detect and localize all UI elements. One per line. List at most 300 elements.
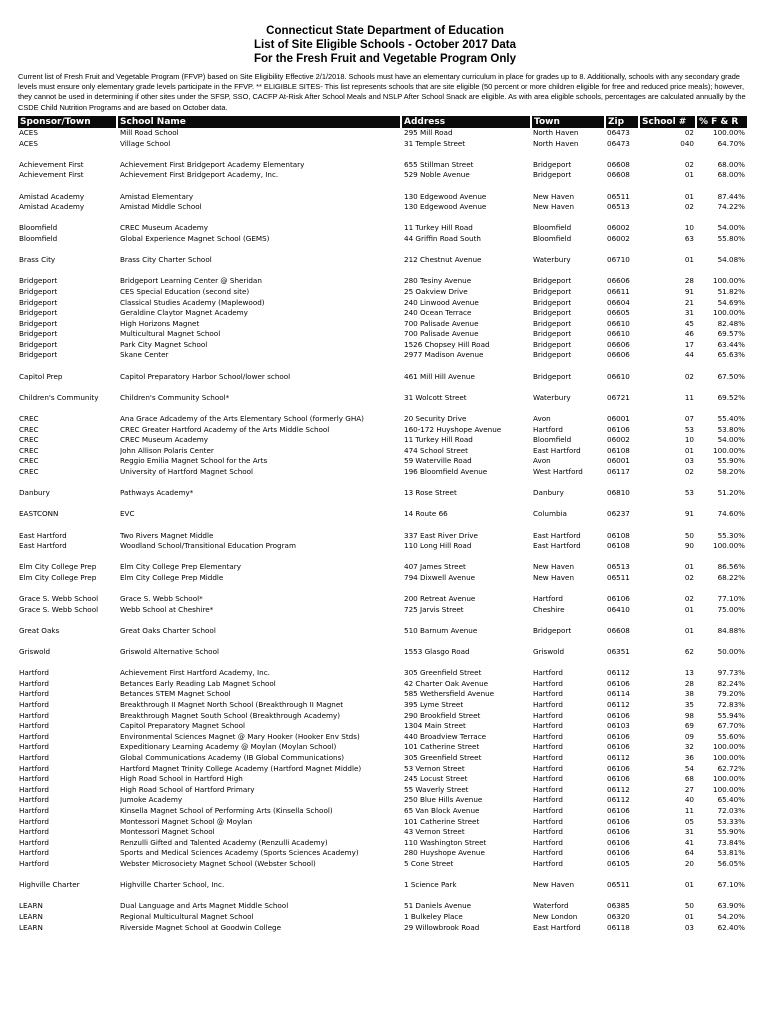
cell-percent: 50.00% — [717, 647, 745, 657]
cell-percent: 56.05% — [717, 858, 745, 868]
cell-school-name: Griswold Alternative School — [120, 647, 219, 657]
sponsor-group — [0, 393, 770, 404]
sponsor-group — [0, 488, 770, 499]
cell-school-name: Hartford Magnet Trinity College Academy (Hartford Magnet Middle) — [120, 763, 362, 773]
cell-address: 11 Turkey Hill Road — [404, 435, 473, 445]
table-row — [0, 827, 770, 838]
cell-sponsor: Bridgeport — [19, 339, 58, 349]
cell-school-name: Grace S. Webb School* — [120, 594, 203, 604]
cell-percent: 67.50% — [717, 371, 745, 381]
cell-zip: 06108 — [607, 541, 630, 551]
cell-school-number: 45 — [684, 318, 694, 328]
cell-zip: 06513 — [607, 562, 630, 572]
cell-school-name: EVC — [120, 509, 135, 519]
table-row — [0, 350, 770, 361]
cell-town: Danbury — [533, 488, 564, 498]
table-row — [0, 901, 770, 912]
table-row — [0, 223, 770, 234]
group-spacer — [0, 891, 770, 902]
cell-school-name: Global Experience Magnet School (GEMS) — [120, 233, 270, 243]
table-row — [0, 531, 770, 542]
group-spacer — [0, 584, 770, 595]
cell-percent: 100.00% — [713, 753, 745, 763]
cell-percent: 73.84% — [717, 837, 745, 847]
cell-school-name: Village School — [120, 138, 171, 148]
cell-sponsor: CREC — [19, 424, 39, 434]
cell-sponsor: Hartford — [19, 763, 49, 773]
sponsor-group — [0, 594, 770, 615]
cell-zip: 06108 — [607, 530, 630, 540]
cell-school-number: 53 — [684, 488, 694, 498]
cell-sponsor: Achievement First — [19, 159, 84, 169]
cell-sponsor: Bridgeport — [19, 297, 58, 307]
cell-zip: 06610 — [607, 318, 630, 328]
cell-sponsor: Bridgeport — [19, 350, 58, 360]
cell-school-number: 01 — [684, 625, 694, 635]
cell-town: Columbia — [533, 509, 567, 519]
cell-address: 20 Security Drive — [404, 414, 467, 424]
cell-town: Bridgeport — [533, 339, 572, 349]
group-spacer — [0, 658, 770, 669]
cell-school-number: 10 — [684, 223, 694, 233]
cell-school-name: Two Rivers Magnet Middle — [120, 530, 214, 540]
table-row — [0, 170, 770, 181]
cell-zip: 06114 — [607, 689, 630, 699]
cell-school-name: Amistad Elementary — [120, 191, 194, 201]
cell-percent: 82.48% — [717, 318, 745, 328]
cell-percent: 58.20% — [717, 467, 745, 476]
cell-school-number: 20 — [684, 858, 694, 868]
cell-zip: 06112 — [607, 784, 630, 794]
table-row — [0, 139, 770, 150]
cell-town: Bloomfield — [533, 233, 572, 243]
header-school-number: School # — [640, 116, 695, 128]
cell-town: Hartford — [533, 742, 563, 752]
cell-address: 2977 Madison Avenue — [404, 350, 484, 360]
cell-percent: 69.57% — [717, 329, 745, 339]
cell-school-number: 36 — [684, 753, 694, 763]
cell-percent: 82.24% — [717, 678, 745, 688]
cell-town: Avon — [533, 456, 551, 466]
cell-school-name: Renzulli Gifted and Talented Academy (Renzulli Academy) — [120, 837, 328, 847]
cell-school-number: 50 — [684, 530, 694, 540]
cell-address: 212 Chestnut Avenue — [404, 255, 482, 265]
cell-town: New Haven — [533, 562, 575, 572]
cell-sponsor: Elm City College Prep — [19, 572, 97, 582]
cell-zip: 06721 — [607, 392, 630, 402]
cell-sponsor: Hartford — [19, 668, 49, 678]
sponsor-group — [0, 128, 770, 149]
cell-school-name: Achievement First Bridgeport Academy Elementary — [120, 159, 305, 169]
cell-sponsor: Griswold — [19, 647, 51, 657]
group-spacer — [0, 552, 770, 563]
table-row — [0, 456, 770, 467]
cell-school-number: 44 — [684, 350, 694, 360]
group-spacer — [0, 403, 770, 414]
cell-school-number: 64 — [684, 848, 694, 858]
cell-sponsor: Hartford — [19, 827, 49, 837]
sponsor-group — [0, 223, 770, 244]
cell-sponsor: Hartford — [19, 742, 49, 752]
cell-school-number: 17 — [684, 339, 694, 349]
sponsor-group — [0, 531, 770, 552]
cell-zip: 06511 — [607, 191, 630, 201]
cell-town: Bridgeport — [533, 318, 572, 328]
cell-address: 31 Wolcott Street — [404, 392, 467, 402]
cell-percent: 51.82% — [717, 286, 745, 296]
cell-sponsor: CREC — [19, 435, 39, 445]
cell-school-name: Webster Microsociety Magnet School (Webster School) — [120, 858, 316, 868]
cell-address: 55 Waverly Street — [404, 784, 469, 794]
cell-zip: 06608 — [607, 159, 630, 169]
cell-school-name: CREC Museum Academy — [120, 223, 209, 233]
sponsor-group — [0, 562, 770, 583]
cell-zip: 06320 — [607, 911, 630, 921]
group-spacer — [0, 478, 770, 489]
cell-town: Hartford — [533, 784, 563, 794]
cell-zip: 06513 — [607, 202, 630, 212]
cell-percent: 55.80% — [717, 233, 745, 243]
cell-zip: 06810 — [607, 488, 630, 498]
cell-town: Waterford — [533, 901, 569, 911]
group-spacer — [0, 266, 770, 277]
table-row — [0, 626, 770, 637]
sponsor-group — [0, 626, 770, 637]
cell-percent: 100.00% — [713, 128, 745, 137]
cell-zip: 06112 — [607, 700, 630, 710]
cell-address: 510 Barnum Avenue — [404, 625, 478, 635]
cell-zip: 06473 — [607, 128, 630, 137]
cell-zip: 06605 — [607, 308, 630, 318]
cell-address: 461 Mill Hill Avenue — [404, 371, 475, 381]
cell-school-number: 02 — [684, 371, 694, 381]
cell-zip: 06610 — [607, 329, 630, 339]
cell-percent: 72.83% — [717, 700, 745, 710]
group-spacer — [0, 520, 770, 531]
cell-school-name: Elm City College Prep Elementary — [120, 562, 241, 572]
cell-town: Bridgeport — [533, 170, 572, 180]
table-row — [0, 467, 770, 478]
cell-sponsor: Hartford — [19, 710, 49, 720]
cell-school-number: 21 — [684, 297, 694, 307]
cell-zip: 06473 — [607, 138, 630, 148]
cell-school-name: High Road School of Hartford Primary — [120, 784, 255, 794]
cell-zip: 06608 — [607, 170, 630, 180]
cell-school-number: 27 — [684, 784, 694, 794]
cell-sponsor: Achievement First — [19, 170, 84, 180]
cell-sponsor: Hartford — [19, 837, 49, 847]
cell-school-name: Park City Magnet School — [120, 339, 208, 349]
table-row — [0, 446, 770, 457]
cell-school-name: Pathways Academy* — [120, 488, 194, 498]
cell-town: Bridgeport — [533, 286, 572, 296]
cell-school-name: Brass City Charter School — [120, 255, 212, 265]
cell-school-number: 01 — [684, 170, 694, 180]
cell-town: New Haven — [533, 880, 575, 890]
cell-address: 395 Lyme Street — [404, 700, 464, 710]
cell-school-name: Betances Early Reading Lab Magnet School — [120, 678, 276, 688]
cell-address: 110 Long Hill Road — [404, 541, 472, 551]
cell-percent: 97.73% — [717, 668, 745, 678]
header-school-name: School Name — [118, 116, 400, 128]
header-percent: % F & R — [697, 116, 747, 128]
table-row — [0, 689, 770, 700]
cell-zip: 06511 — [607, 572, 630, 582]
cell-school-name: John Allison Polaris Center — [120, 445, 214, 455]
cell-town: Hartford — [533, 731, 563, 741]
cell-address: 700 Palisade Avenue — [404, 329, 479, 339]
cell-school-number: 040 — [680, 138, 694, 148]
cell-school-number: 01 — [684, 191, 694, 201]
cell-sponsor: Hartford — [19, 774, 49, 784]
cell-address: 245 Locust Street — [404, 774, 468, 784]
cell-school-number: 02 — [684, 594, 694, 604]
cell-percent: 68.00% — [717, 170, 745, 180]
cell-zip: 06112 — [607, 753, 630, 763]
cell-zip: 06106 — [607, 837, 630, 847]
document-title — [0, 24, 770, 66]
cell-town: Bloomfield — [533, 435, 572, 445]
cell-percent: 68.22% — [717, 572, 745, 582]
table-row — [0, 795, 770, 806]
cell-percent: 54.20% — [717, 911, 745, 921]
cell-town: West Hartford — [533, 467, 583, 476]
table-row — [0, 276, 770, 287]
cell-sponsor: Grace S. Webb School — [19, 604, 99, 614]
cell-school-number: 09 — [684, 731, 694, 741]
cell-zip: 06606 — [607, 339, 630, 349]
cell-school-name: Montessori Magnet School — [120, 827, 215, 837]
cell-school-number: 11 — [684, 806, 694, 815]
cell-school-name: Great Oaks Charter School — [120, 625, 216, 635]
cell-school-number: 01 — [684, 911, 694, 921]
cell-town: North Haven — [533, 138, 579, 148]
sponsor-group — [0, 509, 770, 520]
cell-percent: 55.90% — [717, 827, 745, 837]
cell-school-name: Regional Multicultural Magnet School — [120, 911, 254, 921]
cell-town: Waterbury — [533, 392, 571, 402]
cell-percent: 100.00% — [713, 308, 745, 318]
group-spacer — [0, 213, 770, 224]
cell-zip: 06604 — [607, 297, 630, 307]
sponsor-group — [0, 255, 770, 266]
cell-town: Bridgeport — [533, 276, 572, 286]
cell-town: Waterbury — [533, 255, 571, 265]
table-row — [0, 414, 770, 425]
cell-school-number: 01 — [684, 562, 694, 572]
cell-percent: 77.10% — [717, 594, 745, 604]
cell-sponsor: Hartford — [19, 816, 49, 826]
cell-sponsor: Highville Charter — [19, 880, 80, 890]
cell-sponsor: Bridgeport — [19, 329, 58, 339]
cell-address: 29 Willowbrook Road — [404, 922, 480, 932]
cell-zip: 06108 — [607, 445, 630, 455]
cell-school-name: Achievement First Bridgeport Academy, Inc. — [120, 170, 279, 180]
schools-table-body — [0, 128, 770, 933]
cell-school-number: 02 — [684, 467, 694, 476]
cell-zip: 06410 — [607, 604, 630, 614]
cell-zip: 06002 — [607, 233, 630, 243]
cell-address: 65 Van Block Avenue — [404, 806, 480, 815]
cell-school-name: Mill Road School — [120, 128, 179, 137]
cell-school-name: CREC Museum Academy — [120, 435, 209, 445]
cell-address: 240 Ocean Terrace — [404, 308, 472, 318]
cell-address: 725 Jarvis Street — [404, 604, 464, 614]
cell-town: Hartford — [533, 795, 563, 805]
cell-sponsor: Bridgeport — [19, 318, 58, 328]
cell-school-number: 02 — [684, 572, 694, 582]
table-row — [0, 160, 770, 171]
group-spacer — [0, 499, 770, 510]
sponsor-group — [0, 276, 770, 361]
cell-sponsor: Hartford — [19, 848, 49, 858]
cell-town: Cheshire — [533, 604, 565, 614]
cell-address: 1 Science Park — [404, 880, 457, 890]
cell-percent: 53.33% — [717, 816, 745, 826]
header-sponsor: Sponsor/Town — [18, 116, 116, 128]
table-row — [0, 255, 770, 266]
cell-zip: 06112 — [607, 668, 630, 678]
cell-address: 5 Cone Street — [404, 858, 454, 868]
sponsor-group — [0, 192, 770, 213]
title-line-1: Connecticut State Department of Education — [266, 25, 504, 37]
cell-address: 280 Huyshope Avenue — [404, 848, 485, 858]
cell-school-name: High Road School in Hartford High — [120, 774, 243, 784]
cell-address: 1304 Main Street — [404, 721, 466, 731]
cell-sponsor: Hartford — [19, 700, 49, 710]
cell-town: North Haven — [533, 128, 579, 137]
table-row — [0, 594, 770, 605]
cell-zip: 06606 — [607, 350, 630, 360]
table-row — [0, 848, 770, 859]
cell-sponsor: Amistad Academy — [19, 202, 85, 212]
cell-address: 31 Temple Street — [404, 138, 466, 148]
cell-percent: 54.69% — [717, 297, 745, 307]
cell-sponsor: Bloomfield — [19, 233, 58, 243]
cell-town: Hartford — [533, 837, 563, 847]
group-spacer — [0, 382, 770, 393]
cell-sponsor: CREC — [19, 456, 39, 466]
cell-sponsor: Hartford — [19, 731, 49, 741]
table-row — [0, 923, 770, 934]
intro-paragraph: Current list of Fresh Fruit and Vegetable Program (FFVP) based on Site Eligibility Effective 2/1/2018. Schools must have an elementary curriculum in place for grades up to 8. Additionally, schools with any secondary grade levels must ensure only elementary grade levels participate in the FFVP. ** ELIGIBLE SITES- This list represents schools that are site eligible (50 percent or more children eligible for free and reduced price meals); however, they cannot be used in determining if other sites under the SFSP, SSO, CACFP At-Risk After School Meals and NSLP After School Snack are eligible. As with area eligible schools, percentages are calculated annually by the CSDE Child Nutrition Programs and are based on October data. — [18, 72, 746, 112]
table-row — [0, 425, 770, 436]
cell-zip: 06002 — [607, 223, 630, 233]
cell-percent: 65.63% — [717, 350, 745, 360]
header-address: Address — [402, 116, 530, 128]
cell-town: Hartford — [533, 763, 563, 773]
cell-sponsor: ACES — [19, 128, 38, 137]
cell-percent: 67.10% — [717, 880, 745, 890]
table-row — [0, 742, 770, 753]
cell-sponsor: Children's Community — [19, 392, 99, 402]
cell-percent: 75.00% — [717, 604, 745, 614]
cell-school-name: CREC Greater Hartford Academy of the Arts Middle School — [120, 424, 330, 434]
cell-sponsor: Hartford — [19, 689, 49, 699]
cell-school-name: Capitol Preparatory Harbor School/lower school — [120, 371, 291, 381]
table-row — [0, 308, 770, 319]
cell-school-name: Webb School at Cheshire* — [120, 604, 214, 614]
cell-zip: 06710 — [607, 255, 630, 265]
cell-town: Hartford — [533, 858, 563, 868]
cell-sponsor: Bridgeport — [19, 308, 58, 318]
cell-school-name: Ana Grace Adcademy of the Arts Elementary School (formerly GHA) — [120, 414, 364, 424]
cell-town: Hartford — [533, 710, 563, 720]
cell-address: 440 Broadview Terrace — [404, 731, 487, 741]
cell-percent: 63.44% — [717, 339, 745, 349]
cell-school-number: 68 — [684, 774, 694, 784]
cell-school-number: 28 — [684, 276, 694, 286]
cell-school-number: 90 — [684, 541, 694, 551]
table-row — [0, 668, 770, 679]
table-row — [0, 340, 770, 351]
table-row — [0, 298, 770, 309]
cell-zip: 06611 — [607, 286, 630, 296]
cell-school-number: 03 — [684, 456, 694, 466]
cell-zip: 06106 — [607, 848, 630, 858]
table-row — [0, 721, 770, 732]
cell-percent: 79.20% — [717, 689, 745, 699]
cell-percent: 55.40% — [717, 414, 745, 424]
cell-town: East Hartford — [533, 445, 581, 455]
cell-sponsor: ACES — [19, 138, 38, 148]
cell-address: 101 Catherine Street — [404, 742, 480, 752]
cell-sponsor: LEARN — [19, 922, 43, 932]
cell-sponsor: Elm City College Prep — [19, 562, 97, 572]
cell-address: 160-172 Huyshope Avenue — [404, 424, 502, 434]
cell-percent: 63.90% — [717, 901, 745, 911]
cell-zip: 06106 — [607, 678, 630, 688]
table-row — [0, 573, 770, 584]
cell-address: 43 Vernon Street — [404, 827, 465, 837]
table-row — [0, 700, 770, 711]
cell-zip: 06608 — [607, 625, 630, 635]
table-row — [0, 329, 770, 340]
cell-address: 700 Palisade Avenue — [404, 318, 479, 328]
cell-address: 474 School Street — [404, 445, 468, 455]
cell-percent: 62.72% — [717, 763, 745, 773]
cell-school-name: Multicultural Magnet School — [120, 329, 221, 339]
cell-sponsor: Hartford — [19, 806, 49, 815]
cell-sponsor: Hartford — [19, 753, 49, 763]
table-row — [0, 753, 770, 764]
cell-sponsor: Hartford — [19, 721, 49, 731]
cell-town: New London — [533, 911, 578, 921]
cell-sponsor: Hartford — [19, 795, 49, 805]
table-row — [0, 541, 770, 552]
cell-sponsor: Hartford — [19, 678, 49, 688]
cell-sponsor: Hartford — [19, 858, 49, 868]
cell-town: Hartford — [533, 689, 563, 699]
group-spacer — [0, 245, 770, 256]
cell-town: East Hartford — [533, 530, 581, 540]
cell-school-number: 05 — [684, 816, 694, 826]
cell-percent: 64.70% — [717, 138, 745, 148]
cell-school-number: 98 — [684, 710, 694, 720]
cell-address: 240 Linwood Avenue — [404, 297, 479, 307]
sponsor-group — [0, 372, 770, 383]
cell-school-name: Elm City College Prep Middle — [120, 572, 224, 582]
cell-school-number: 01 — [684, 604, 694, 614]
header-town: Town — [532, 116, 604, 128]
cell-school-number: 31 — [684, 827, 694, 837]
cell-address: 655 Stillman Street — [404, 159, 474, 169]
cell-percent: 51.20% — [717, 488, 745, 498]
cell-school-name: Montessori Magnet School @ Moylan — [120, 816, 253, 826]
cell-town: Hartford — [533, 700, 563, 710]
cell-school-name: Woodland School/Transitional Education Program — [120, 541, 296, 551]
cell-town: Hartford — [533, 816, 563, 826]
